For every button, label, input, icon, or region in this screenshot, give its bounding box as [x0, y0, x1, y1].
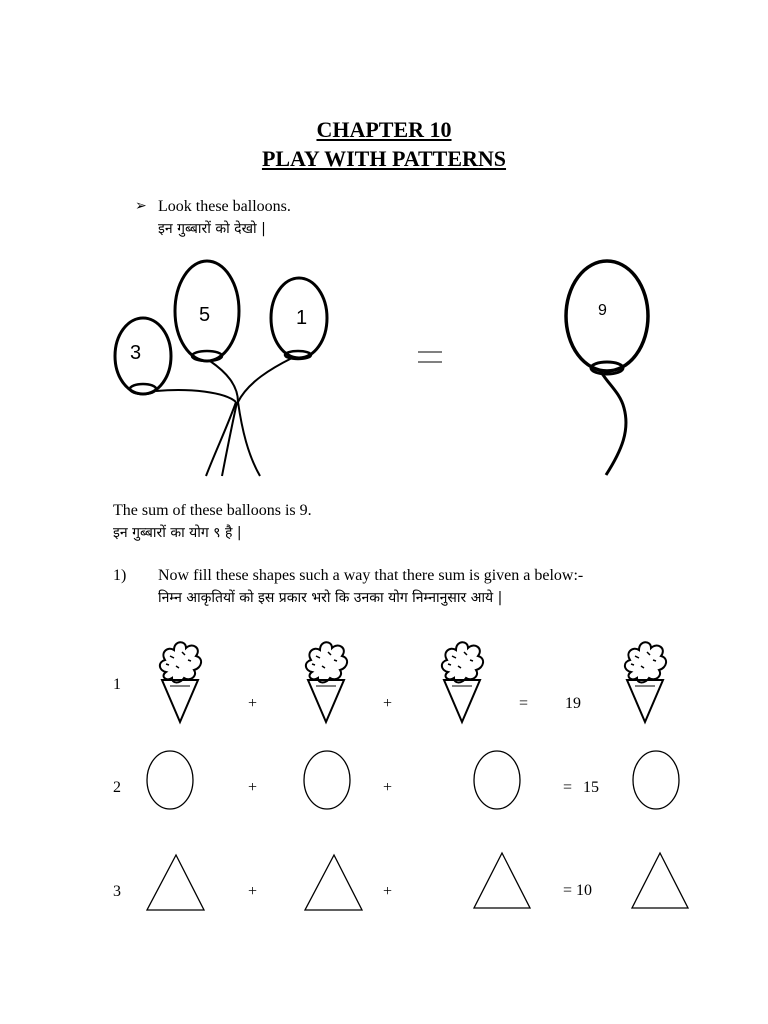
oval-icon	[633, 751, 679, 809]
chapter-title: PLAY WITH PATTERNS	[261, 146, 507, 171]
equals-sign: =	[563, 882, 573, 899]
equals-sign: =	[563, 779, 573, 796]
intro-text-hi: इन गुब्बारों को देखो |	[158, 221, 266, 237]
oval-icon	[474, 751, 520, 809]
plus-sign: +	[383, 695, 393, 712]
question-number: 1)	[113, 567, 127, 584]
plus-sign: +	[383, 883, 393, 900]
oval-icon	[304, 751, 350, 809]
ice-cream-icon	[160, 642, 201, 722]
sum-text-hi: इन गुब्बारों का योग ९ है |	[113, 525, 242, 541]
ice-cream-icon	[625, 642, 666, 722]
plus-sign: +	[248, 779, 258, 796]
triangle-icon	[147, 855, 204, 910]
row-number: 1	[113, 676, 121, 693]
plus-sign: +	[248, 695, 258, 712]
intro-text-en: Look these balloons.	[158, 198, 291, 215]
row-number: 3	[113, 883, 121, 900]
row-sum: 19	[565, 695, 581, 712]
row-number: 2	[113, 779, 121, 796]
balloon-value: 3	[130, 342, 142, 364]
ice-cream-icon	[306, 642, 347, 722]
sum-text-en: The sum of these balloons is 9.	[113, 502, 312, 519]
balloon-result-value: 9	[598, 302, 607, 319]
question-text-hi: निम्न आकृतियों को इस प्रकार भरो कि उनका योग निम्नानुसार आये |	[158, 590, 503, 606]
question-text-en: Now fill these shapes such a way that there sum is given a below:-	[158, 567, 584, 584]
equals-sign: =	[519, 695, 529, 712]
balloon-value: 5	[199, 304, 211, 326]
plus-sign: +	[248, 883, 258, 900]
row-sum: 15	[583, 779, 599, 796]
row-sum: 10	[576, 882, 592, 899]
balloon-value: 1	[296, 307, 308, 329]
ice-cream-icon	[442, 642, 483, 722]
oval-icon	[147, 751, 193, 809]
plus-sign: +	[383, 779, 393, 796]
triangle-icon	[474, 853, 530, 908]
arrow-right-icon: ➢	[135, 198, 147, 214]
triangle-icon	[632, 853, 688, 908]
triangle-icon	[305, 855, 362, 910]
chapter-heading: CHAPTER 10	[316, 117, 452, 142]
